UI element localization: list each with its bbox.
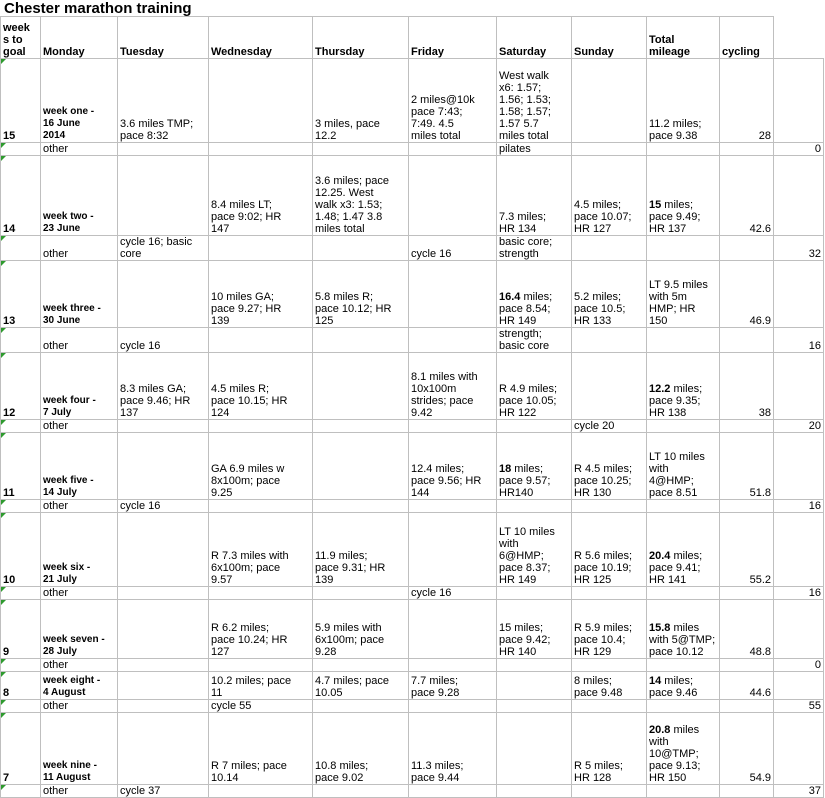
weeks-to-goal-cell[interactable] <box>1 143 41 156</box>
cycling-cell[interactable] <box>774 261 824 328</box>
column-header: Sunday <box>572 17 647 59</box>
day-cell-sun-text: LT 9.5 miles with 5m HMP; HR 150 <box>649 279 708 327</box>
weeks-to-goal-cell[interactable]: 8 <box>1 672 41 700</box>
day-cell-sat[interactable]: 4.5 miles; pace 10.07; HR 127 <box>572 156 647 236</box>
week-row <box>1 59 824 143</box>
other-cell-fri[interactable]: pilates <box>497 143 572 156</box>
other-cell-sun[interactable] <box>647 236 720 261</box>
week-row <box>1 713 824 785</box>
week-row <box>1 433 824 500</box>
other-row <box>1 785 824 798</box>
other-label-cell[interactable]: other <box>41 500 118 513</box>
day-cell-thu[interactable]: 8.1 miles with 10x100m strides; pace 9.42 <box>409 353 497 420</box>
weeks-to-goal-cell[interactable] <box>1 420 41 433</box>
weeks-to-goal-cell[interactable] <box>1 659 41 672</box>
day-cell-tue[interactable]: R 6.2 miles; pace 10.24; HR 127 <box>209 600 313 659</box>
other-cell-tue[interactable] <box>209 420 313 433</box>
total-mileage-cell[interactable] <box>720 700 774 713</box>
weeks-to-goal-cell[interactable] <box>1 587 41 600</box>
weeks-to-goal-cell[interactable]: 7 <box>1 713 41 785</box>
other-cell-tue[interactable] <box>209 500 313 513</box>
day-cell-fri-text: miles; pace 9.57; HR140 <box>499 463 551 499</box>
other-cell-sun[interactable] <box>647 143 720 156</box>
total-mileage-cell[interactable]: 51.8 <box>720 433 774 500</box>
other-cell-sun[interactable] <box>647 785 720 798</box>
cycling-cell[interactable] <box>774 353 824 420</box>
day-cell-fri[interactable]: LT 10 miles with 6@HMP; pace 8.37; HR 149 <box>497 513 572 587</box>
other-cell-tue[interactable] <box>209 587 313 600</box>
day-cell-sat[interactable]: 8 miles; pace 9.48 <box>572 672 647 700</box>
other-cell-thu[interactable] <box>409 659 497 672</box>
day-cell-sun[interactable] <box>647 353 720 420</box>
day-cell-mon[interactable] <box>118 433 209 500</box>
other-label-cell[interactable]: other <box>41 700 118 713</box>
other-cell-fri[interactable] <box>497 420 572 433</box>
other-cell-fri[interactable]: basic core; strength <box>497 236 572 261</box>
cycling-cell[interactable] <box>774 600 824 659</box>
other-cell-mon[interactable]: cycle 37 <box>118 785 209 798</box>
week-label-cell[interactable]: week eight - 4 August <box>41 672 118 700</box>
day-cell-sat[interactable] <box>572 59 647 143</box>
other-cell-fri[interactable] <box>497 659 572 672</box>
other-cell-mon[interactable] <box>118 700 209 713</box>
total-mileage-cell[interactable] <box>720 328 774 353</box>
other-label-cell[interactable]: other <box>41 420 118 433</box>
day-cell-wed[interactable]: 10.8 miles; pace 9.02 <box>313 713 409 785</box>
day-cell-mon[interactable] <box>118 672 209 700</box>
weeks-to-goal-cell[interactable] <box>1 700 41 713</box>
total-mileage-cell[interactable] <box>720 659 774 672</box>
day-cell-sun-bold: 20.8 <box>649 724 671 736</box>
day-cell-wed[interactable]: 5.8 miles R; pace 10.12; HR 125 <box>313 261 409 328</box>
day-cell-mon[interactable] <box>118 261 209 328</box>
other-cell-wed[interactable] <box>313 143 409 156</box>
other-cell-tue[interactable]: cycle 55 <box>209 700 313 713</box>
weeks-to-goal-cell[interactable]: 15 <box>1 59 41 143</box>
other-cell-fri[interactable] <box>497 500 572 513</box>
day-cell-sun-text: miles; pace 9.46 <box>649 675 698 699</box>
other-label-cell[interactable]: other <box>41 143 118 156</box>
day-cell-sun[interactable] <box>647 261 720 328</box>
other-label-cell[interactable]: other <box>41 236 118 261</box>
day-cell-fri[interactable]: 7.3 miles; HR 134 <box>497 156 572 236</box>
day-cell-fri[interactable]: West walk x6: 1.57; 1.56; 1.53; 1.58; 1.57; 1.57 5.7 miles total <box>497 59 572 143</box>
column-header: Monday <box>41 17 118 59</box>
day-cell-sun[interactable] <box>647 513 720 587</box>
day-cell-mon[interactable] <box>118 713 209 785</box>
week-label-cell[interactable]: week five - 14 July <box>41 433 118 500</box>
week-label-cell[interactable]: week nine - 11 August <box>41 713 118 785</box>
weeks-to-goal-cell[interactable]: 11 <box>1 433 41 500</box>
other-cell-mon[interactable]: cycle 16 <box>118 328 209 353</box>
column-header: Total mileage <box>647 17 720 59</box>
day-cell-wed[interactable] <box>313 353 409 420</box>
day-cell-sun-text: miles with 5@TMP; pace 10.12 <box>649 622 716 658</box>
cycling-cell[interactable] <box>774 156 824 236</box>
other-cell-mon[interactable] <box>118 587 209 600</box>
total-mileage-cell[interactable] <box>720 420 774 433</box>
day-cell-thu[interactable] <box>409 156 497 236</box>
other-cell-fri[interactable]: strength; basic core <box>497 328 572 353</box>
total-mileage-cell[interactable] <box>720 587 774 600</box>
other-row <box>1 236 824 261</box>
day-cell-fri[interactable] <box>497 261 572 328</box>
weeks-to-goal-cell[interactable]: 14 <box>1 156 41 236</box>
other-label-cell[interactable]: other <box>41 328 118 353</box>
other-row <box>1 328 824 353</box>
other-cycling-cell[interactable]: 32 <box>774 236 824 261</box>
day-cell-fri-bold: 18 <box>499 463 512 475</box>
other-cell-thu[interactable] <box>409 500 497 513</box>
other-cell-sun[interactable] <box>647 420 720 433</box>
total-mileage-cell[interactable] <box>720 143 774 156</box>
day-cell-sat[interactable]: R 5.6 miles; pace 10.19; HR 125 <box>572 513 647 587</box>
cycling-cell[interactable] <box>774 433 824 500</box>
other-row <box>1 500 824 513</box>
day-cell-tue[interactable]: R 7 miles; pace 10.14 <box>209 713 313 785</box>
day-cell-mon[interactable] <box>118 600 209 659</box>
day-cell-sun-text: miles with 10@TMP; pace 9.13; HR 150 <box>649 724 701 784</box>
day-cell-tue[interactable]: 10.2 miles; pace 11 <box>209 672 313 700</box>
header-row <box>1 17 824 59</box>
day-cell-sun[interactable] <box>647 433 720 500</box>
other-cell-sun[interactable] <box>647 500 720 513</box>
other-cell-tue[interactable] <box>209 236 313 261</box>
column-header: cycling <box>720 17 774 59</box>
weeks-to-goal-cell[interactable] <box>1 500 41 513</box>
other-cell-fri[interactable] <box>497 587 572 600</box>
week-label-cell[interactable]: week six - 21 July <box>41 513 118 587</box>
day-cell-wed[interactable]: 4.7 miles; pace 10.05 <box>313 672 409 700</box>
day-cell-wed[interactable] <box>313 433 409 500</box>
other-cell-thu[interactable] <box>409 420 497 433</box>
weeks-to-goal-cell[interactable] <box>1 236 41 261</box>
other-cell-sun[interactable] <box>647 659 720 672</box>
other-cell-wed[interactable] <box>313 700 409 713</box>
other-cell-wed[interactable] <box>313 328 409 353</box>
week-label-cell[interactable]: week two - 23 June <box>41 156 118 236</box>
training-table <box>0 16 824 798</box>
day-cell-sun-text: miles; pace 9.49; HR 137 <box>649 199 701 235</box>
other-cell-sat[interactable] <box>572 700 647 713</box>
other-cycling-cell[interactable]: 16 <box>774 500 824 513</box>
other-row <box>1 700 824 713</box>
day-cell-sun-bold: 14 <box>649 675 662 687</box>
other-cell-mon[interactable] <box>118 143 209 156</box>
total-mileage-cell[interactable] <box>720 785 774 798</box>
day-cell-sun[interactable] <box>647 59 720 143</box>
other-label-cell[interactable]: other <box>41 659 118 672</box>
other-cell-tue[interactable] <box>209 143 313 156</box>
sheet-title: Chester marathon training <box>4 0 192 17</box>
weeks-to-goal-cell[interactable]: 13 <box>1 261 41 328</box>
week-row <box>1 156 824 236</box>
other-cell-sat[interactable] <box>572 328 647 353</box>
other-cell-mon[interactable]: cycle 16 <box>118 500 209 513</box>
other-cell-mon[interactable] <box>118 420 209 433</box>
week-row <box>1 261 824 328</box>
day-cell-sun-text: LT 10 miles with 4@HMP; pace 8.51 <box>649 451 705 499</box>
total-mileage-cell[interactable]: 46.9 <box>720 261 774 328</box>
day-cell-thu[interactable] <box>409 261 497 328</box>
column-header: Friday <box>409 17 497 59</box>
day-cell-fri[interactable]: R 4.9 miles; pace 10.05; HR 122 <box>497 353 572 420</box>
day-cell-sun-text: miles; pace 9.41; HR 141 <box>649 550 703 586</box>
day-cell-sun-bold: 15 <box>649 199 662 211</box>
day-cell-sun[interactable] <box>647 672 720 700</box>
day-cell-sun[interactable] <box>647 713 720 785</box>
day-cell-thu[interactable]: 11.3 miles; pace 9.44 <box>409 713 497 785</box>
day-cell-wed[interactable]: 3 miles, pace 12.2 <box>313 59 409 143</box>
day-cell-fri-bold: 16.4 <box>499 291 521 303</box>
other-label-cell[interactable]: other <box>41 785 118 798</box>
other-cell-sat[interactable] <box>572 236 647 261</box>
weeks-to-goal-cell[interactable]: 12 <box>1 353 41 420</box>
other-cell-sat[interactable] <box>572 500 647 513</box>
day-cell-sat[interactable]: R 5 miles; HR 128 <box>572 713 647 785</box>
weeks-to-goal-cell[interactable]: 10 <box>1 513 41 587</box>
day-cell-fri[interactable] <box>497 672 572 700</box>
day-cell-sun-bold: 12.2 <box>649 383 671 395</box>
cycling-cell[interactable] <box>774 59 824 143</box>
day-cell-sat[interactable]: R 4.5 miles; pace 10.25; HR 130 <box>572 433 647 500</box>
weeks-to-goal-cell[interactable] <box>1 328 41 353</box>
day-cell-sun-text: 11.2 miles; pace 9.38 <box>649 118 702 142</box>
day-cell-tue[interactable]: 4.5 miles R; pace 10.15; HR 124 <box>209 353 313 420</box>
day-cell-fri[interactable] <box>497 433 572 500</box>
weeks-to-goal-cell[interactable] <box>1 785 41 798</box>
other-cycling-cell[interactable]: 37 <box>774 785 824 798</box>
other-cycling-cell[interactable]: 0 <box>774 143 824 156</box>
other-cell-sat[interactable] <box>572 785 647 798</box>
day-cell-fri-text: miles; pace 8.54; HR 149 <box>499 291 553 327</box>
weeks-to-goal-cell[interactable]: 9 <box>1 600 41 659</box>
total-mileage-cell[interactable] <box>720 236 774 261</box>
other-cell-thu[interactable] <box>409 700 497 713</box>
total-mileage-cell[interactable]: 28 <box>720 59 774 143</box>
day-cell-mon[interactable] <box>118 513 209 587</box>
cycling-cell[interactable] <box>774 513 824 587</box>
total-mileage-cell[interactable]: 54.9 <box>720 713 774 785</box>
total-mileage-cell[interactable]: 38 <box>720 353 774 420</box>
other-cell-wed[interactable] <box>313 420 409 433</box>
total-mileage-cell[interactable]: 48.8 <box>720 600 774 659</box>
other-cycling-cell[interactable]: 16 <box>774 328 824 353</box>
day-cell-mon[interactable] <box>118 156 209 236</box>
other-cell-wed[interactable] <box>313 587 409 600</box>
week-row <box>1 513 824 587</box>
other-row <box>1 659 824 672</box>
other-cell-mon[interactable]: cycle 16; basic core <box>118 236 209 261</box>
day-cell-thu[interactable]: 12.4 miles; pace 9.56; HR 144 <box>409 433 497 500</box>
day-cell-tue[interactable]: GA 6.9 miles w 8x100m; pace 9.25 <box>209 433 313 500</box>
column-header: Wednesday <box>209 17 313 59</box>
week-row <box>1 353 824 420</box>
cycling-cell[interactable] <box>774 672 824 700</box>
day-cell-thu[interactable] <box>409 600 497 659</box>
other-cycling-cell[interactable]: 20 <box>774 420 824 433</box>
other-cell-sat[interactable] <box>572 659 647 672</box>
week-label-cell[interactable]: week seven - 28 July <box>41 600 118 659</box>
total-mileage-cell[interactable]: 44.6 <box>720 672 774 700</box>
day-cell-wed[interactable]: 11.9 miles; pace 9.31; HR 139 <box>313 513 409 587</box>
other-cell-thu[interactable]: cycle 16 <box>409 587 497 600</box>
other-cell-sat[interactable] <box>572 587 647 600</box>
other-row <box>1 143 824 156</box>
day-cell-sun-text: miles; pace 9.35; HR 138 <box>649 383 703 419</box>
week-row <box>1 600 824 659</box>
other-cell-fri[interactable] <box>497 785 572 798</box>
other-cycling-cell[interactable]: 16 <box>774 587 824 600</box>
day-cell-tue[interactable]: 10 miles GA; pace 9.27; HR 139 <box>209 261 313 328</box>
day-cell-wed[interactable]: 3.6 miles; pace 12.25. West walk x3: 1.53; 1.48; 1.47 3.8 miles total <box>313 156 409 236</box>
other-cell-tue[interactable] <box>209 785 313 798</box>
column-header: Thursday <box>313 17 409 59</box>
other-cell-tue[interactable] <box>209 659 313 672</box>
day-cell-sun[interactable] <box>647 156 720 236</box>
other-cell-tue[interactable] <box>209 328 313 353</box>
day-cell-thu[interactable] <box>409 513 497 587</box>
other-cell-wed[interactable] <box>313 236 409 261</box>
other-cell-sat[interactable]: cycle 20 <box>572 420 647 433</box>
day-cell-tue[interactable] <box>209 59 313 143</box>
other-row <box>1 587 824 600</box>
other-cell-mon[interactable] <box>118 659 209 672</box>
day-cell-sat[interactable] <box>572 353 647 420</box>
total-mileage-cell[interactable]: 42.6 <box>720 156 774 236</box>
day-cell-thu[interactable]: 2 miles@10k pace 7:43; 7:49. 4.5 miles total <box>409 59 497 143</box>
day-cell-fri[interactable] <box>497 713 572 785</box>
column-header: Saturday <box>497 17 572 59</box>
column-header: week s to goal <box>1 17 41 59</box>
week-label-cell[interactable]: week three - 30 June <box>41 261 118 328</box>
day-cell-wed[interactable]: 5.9 miles with 6x100m; pace 9.28 <box>313 600 409 659</box>
column-header: Tuesday <box>118 17 209 59</box>
other-cell-sat[interactable] <box>572 143 647 156</box>
week-label-cell[interactable]: week four - 7 July <box>41 353 118 420</box>
other-cell-sun[interactable] <box>647 328 720 353</box>
other-cell-sun[interactable] <box>647 587 720 600</box>
other-cell-thu[interactable] <box>409 328 497 353</box>
other-cell-wed[interactable] <box>313 659 409 672</box>
day-cell-fri[interactable]: 15 miles; pace 9.42; HR 140 <box>497 600 572 659</box>
other-cell-thu[interactable]: cycle 16 <box>409 236 497 261</box>
day-cell-thu[interactable]: 7.7 miles; pace 9.28 <box>409 672 497 700</box>
cycling-cell[interactable] <box>774 713 824 785</box>
other-cell-thu[interactable] <box>409 785 497 798</box>
day-cell-mon[interactable]: 8.3 miles GA; pace 9.46; HR 137 <box>118 353 209 420</box>
total-mileage-cell[interactable]: 55.2 <box>720 513 774 587</box>
other-cell-thu[interactable] <box>409 143 497 156</box>
day-cell-tue[interactable]: R 7.3 miles with 6x100m; pace 9.57 <box>209 513 313 587</box>
day-cell-mon[interactable]: 3.6 miles TMP; pace 8:32 <box>118 59 209 143</box>
other-cell-wed[interactable] <box>313 785 409 798</box>
day-cell-tue[interactable]: 8.4 miles LT; pace 9:02; HR 147 <box>209 156 313 236</box>
day-cell-sun[interactable] <box>647 600 720 659</box>
week-label-cell[interactable]: week one - 16 June 2014 <box>41 59 118 143</box>
day-cell-sun-bold: 15.8 <box>649 622 671 634</box>
day-cell-sun-bold: 20.4 <box>649 550 671 562</box>
other-cycling-cell[interactable]: 55 <box>774 700 824 713</box>
other-cell-fri[interactable] <box>497 700 572 713</box>
other-cycling-cell[interactable]: 0 <box>774 659 824 672</box>
day-cell-sat[interactable]: R 5.9 miles; pace 10.4; HR 129 <box>572 600 647 659</box>
other-cell-wed[interactable] <box>313 500 409 513</box>
other-row <box>1 420 824 433</box>
other-cell-sun[interactable] <box>647 700 720 713</box>
week-row <box>1 672 824 700</box>
total-mileage-cell[interactable] <box>720 500 774 513</box>
day-cell-sat[interactable]: 5.2 miles; pace 10.5; HR 133 <box>572 261 647 328</box>
other-label-cell[interactable]: other <box>41 587 118 600</box>
